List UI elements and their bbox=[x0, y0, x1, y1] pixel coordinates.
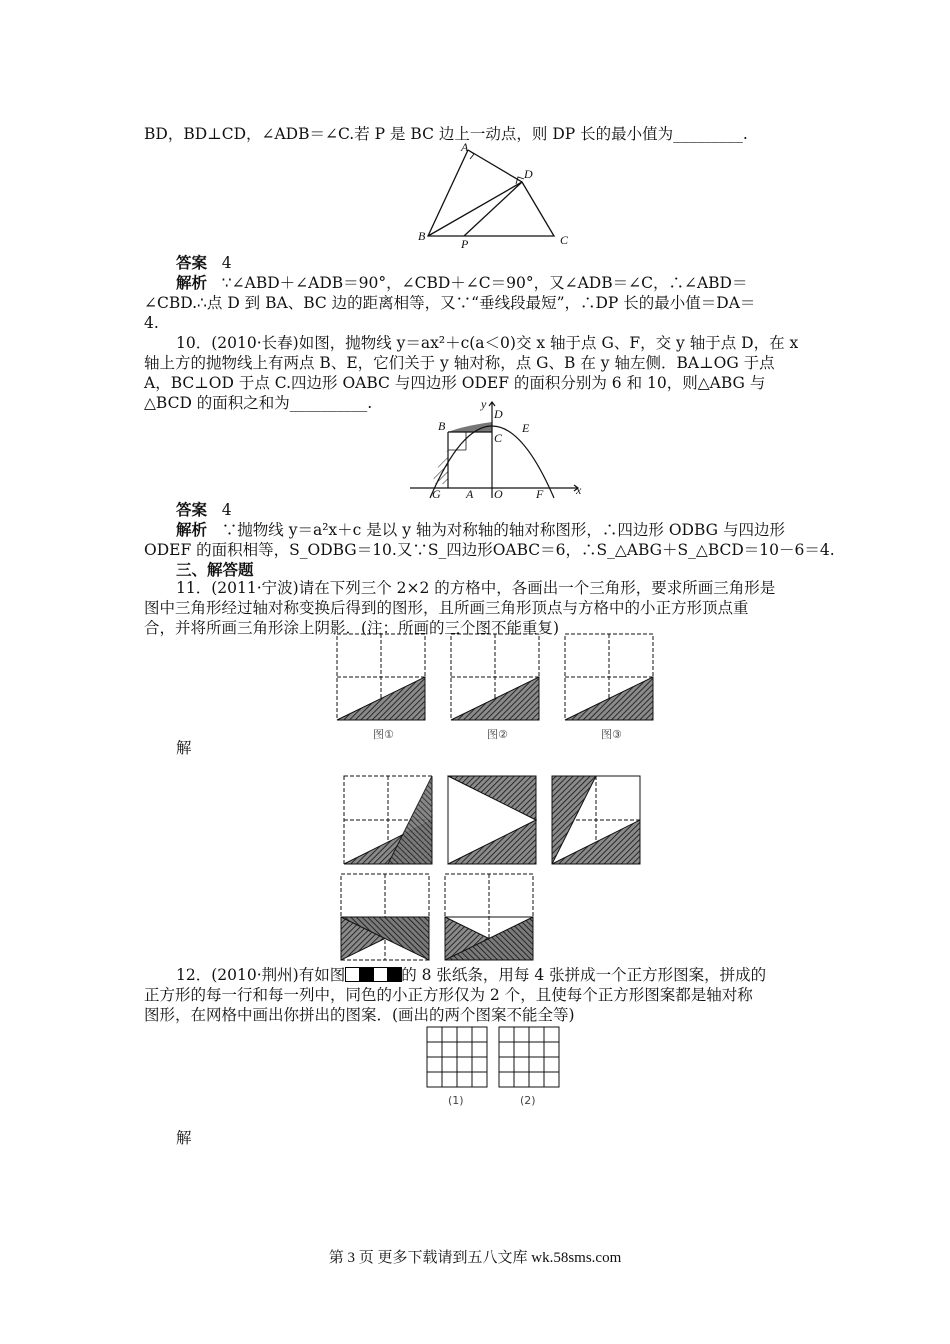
q9-analysis-3: 4. bbox=[144, 314, 159, 332]
q10-analysis-2: ODEF 的面积相等，S_ODBG＝10.又∵S_四边形OABC＝6，∴S_△ABG＋S_△BCD＝10－6＝4. bbox=[144, 541, 835, 559]
q11-given-grids bbox=[335, 632, 655, 744]
label-y: y bbox=[481, 397, 487, 411]
label-C: C bbox=[560, 233, 569, 247]
q11-solution-grids-row2 bbox=[340, 873, 540, 963]
q12-line2: 正方形的每一行和每一列中，同色的小正方形仅为 2 个，且使每个正方形图案都是轴对称 bbox=[144, 986, 753, 1004]
caption-grid1: (1) bbox=[448, 1094, 464, 1107]
q10-line1: 10．(2010·长春)如图，抛物线 y＝ax²＋c(a＜0)交 x 轴于点 G、F，交 y 轴于点 D，在 x bbox=[176, 334, 799, 352]
q12-solution-label: 解 bbox=[176, 1129, 192, 1147]
q10-line4: △BCD 的面积之和为__________. bbox=[144, 394, 373, 412]
q9-stem: BD，BD⊥CD，∠ADB＝∠C.若 P 是 BC 边上一动点，则 DP 长的最小值为_________. bbox=[144, 125, 748, 143]
label-D2: D bbox=[494, 407, 503, 421]
q9-triangle-figure bbox=[410, 140, 580, 252]
q11-line2: 图中三角形经过轴对称变换后得到的图形，且所画三角形顶点与方格中的小正方形顶点重 bbox=[144, 599, 749, 617]
page-footer: 第 3 页 更多下载请到五八文库 wk.58sms.com bbox=[328, 1250, 622, 1266]
label-E: E bbox=[522, 421, 530, 435]
label-B: B bbox=[418, 229, 426, 243]
q9-analysis-2: ∠CBD.∴点 D 到 BA、BC 边的距离相等，又∵“垂线段最短”，∴DP 长的最小值＝DA＝ bbox=[144, 294, 756, 312]
caption-fig3: 图③ bbox=[601, 728, 622, 741]
label-G: G bbox=[432, 487, 441, 501]
q10-parabola-figure bbox=[408, 398, 588, 500]
paper-strip-icon bbox=[345, 967, 401, 987]
q12-line1: 12．(2010·荆州)有如图 的 8 张纸条，用每 4 张拼成一个正方形图案，拼成的 bbox=[176, 965, 766, 987]
q12-line3: 图形，在网格中画出你拼出的图案．(画出的两个图案不能全等) bbox=[144, 1006, 575, 1024]
section-title: 三、解答题 bbox=[176, 560, 254, 579]
q12-empty-grids bbox=[426, 1026, 576, 1108]
q10-answer: 答案 4 bbox=[176, 500, 232, 519]
label-B2: B bbox=[438, 419, 446, 433]
label-O: O bbox=[494, 487, 503, 501]
caption-grid2: (2) bbox=[520, 1094, 536, 1107]
q10-line2: 轴上方的抛物线上有两点 B、E，它们关于 y 轴对称，点 G、B 在 y 轴左侧．BA⊥OG 于点 bbox=[144, 354, 775, 372]
label-A2: A bbox=[466, 487, 474, 501]
q9-answer: 答案 4 bbox=[176, 253, 232, 272]
q11-line3: 合，并将所画三角形涂上阴影．(注：所画的三个图不能重复) bbox=[144, 619, 560, 637]
caption-fig1: 图① bbox=[373, 728, 394, 741]
label-x: x bbox=[576, 483, 582, 497]
q11-line1: 11．(2011·宁波)请在下列三个 2×2 的方格中，各画出一个三角形，要求所画三角形是 bbox=[176, 579, 776, 597]
q11-solution-label: 解 bbox=[176, 739, 192, 757]
caption-fig2: 图② bbox=[487, 728, 508, 741]
q10-line3: A，BC⊥OD 于点 C.四边形 OABC 与四边形 ODEF 的面积分别为 6 和 10，则△ABG 与 bbox=[144, 374, 766, 392]
label-C2: C bbox=[494, 431, 503, 445]
q9-analysis-1: 解析 ∵∠ABD＋∠ADB＝90°，∠CBD＋∠C＝90°，又∠ADB＝∠C，∴∠ABD＝ bbox=[176, 273, 748, 292]
q10-analysis-1: 解析 ∵抛物线 y＝a²x＋c 是以 y 轴为对称轴的轴对称图形，∴四边形 ODBG 与四边形 bbox=[176, 520, 785, 539]
label-A: A bbox=[461, 140, 469, 154]
label-D: D bbox=[524, 167, 533, 181]
label-F: F bbox=[536, 487, 544, 501]
label-P: P bbox=[461, 237, 469, 251]
q11-solution-grids-row1 bbox=[343, 775, 643, 867]
